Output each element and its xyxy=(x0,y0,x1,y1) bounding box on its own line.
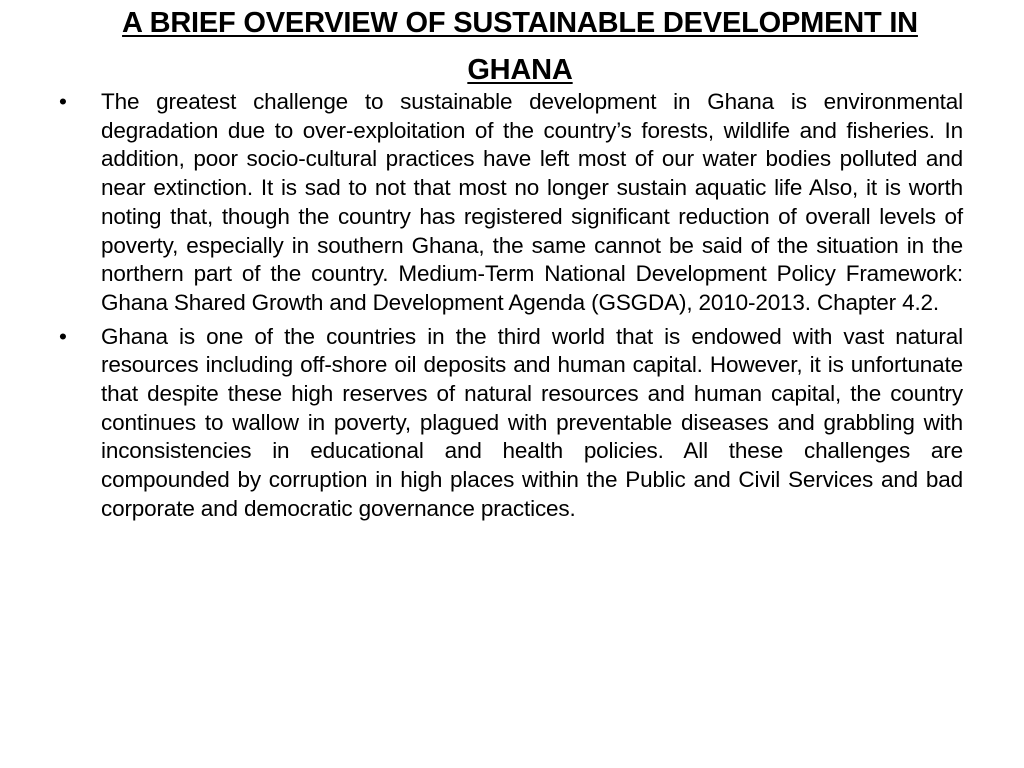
bullet-item xyxy=(59,323,963,524)
bullet-icon: • xyxy=(59,323,67,349)
bullet-list xyxy=(59,88,963,524)
bullet-item xyxy=(59,88,963,318)
slide-title: A BRIEF OVERVIEW OF SUSTAINABLE DEVELOPMENT IN GHANA xyxy=(122,7,918,86)
bullet-text: Ghana is one of the countries in the third world that is endowed with vast natural resources including off-shore oil deposits and human capital. However, it is unfortunate that despite these high reserves of natural resources and human capital, the country continues to wallow in poverty, plagued with preventable diseases and grabbling with inconsistencies in educational and health policies. All these challenges are compounded by corruption in high places within the Public and Civil Services and bad corporate and democratic governance practices. xyxy=(101,323,963,521)
bullet-text: The greatest challenge to sustainable development in Ghana is environmental degradation due to over-exploitation of the country’s forests, wildlife and fisheries. In addition, poor socio-cultural practices have left most of our water bodies polluted and near extinction. It is sad to not that most no longer sustain aquatic life Also, it is worth noting that, though the country has registered significant reduction of overall levels of poverty, especially in southern Ghana, the same cannot be said of the situation in the northern part of the country. Medium-Term National Development Policy Framework: Ghana Shared Growth and Development Agenda (GSGDA), 2010-2013. Chapter 4.2. xyxy=(101,89,963,315)
bullet-icon: • xyxy=(59,89,67,114)
